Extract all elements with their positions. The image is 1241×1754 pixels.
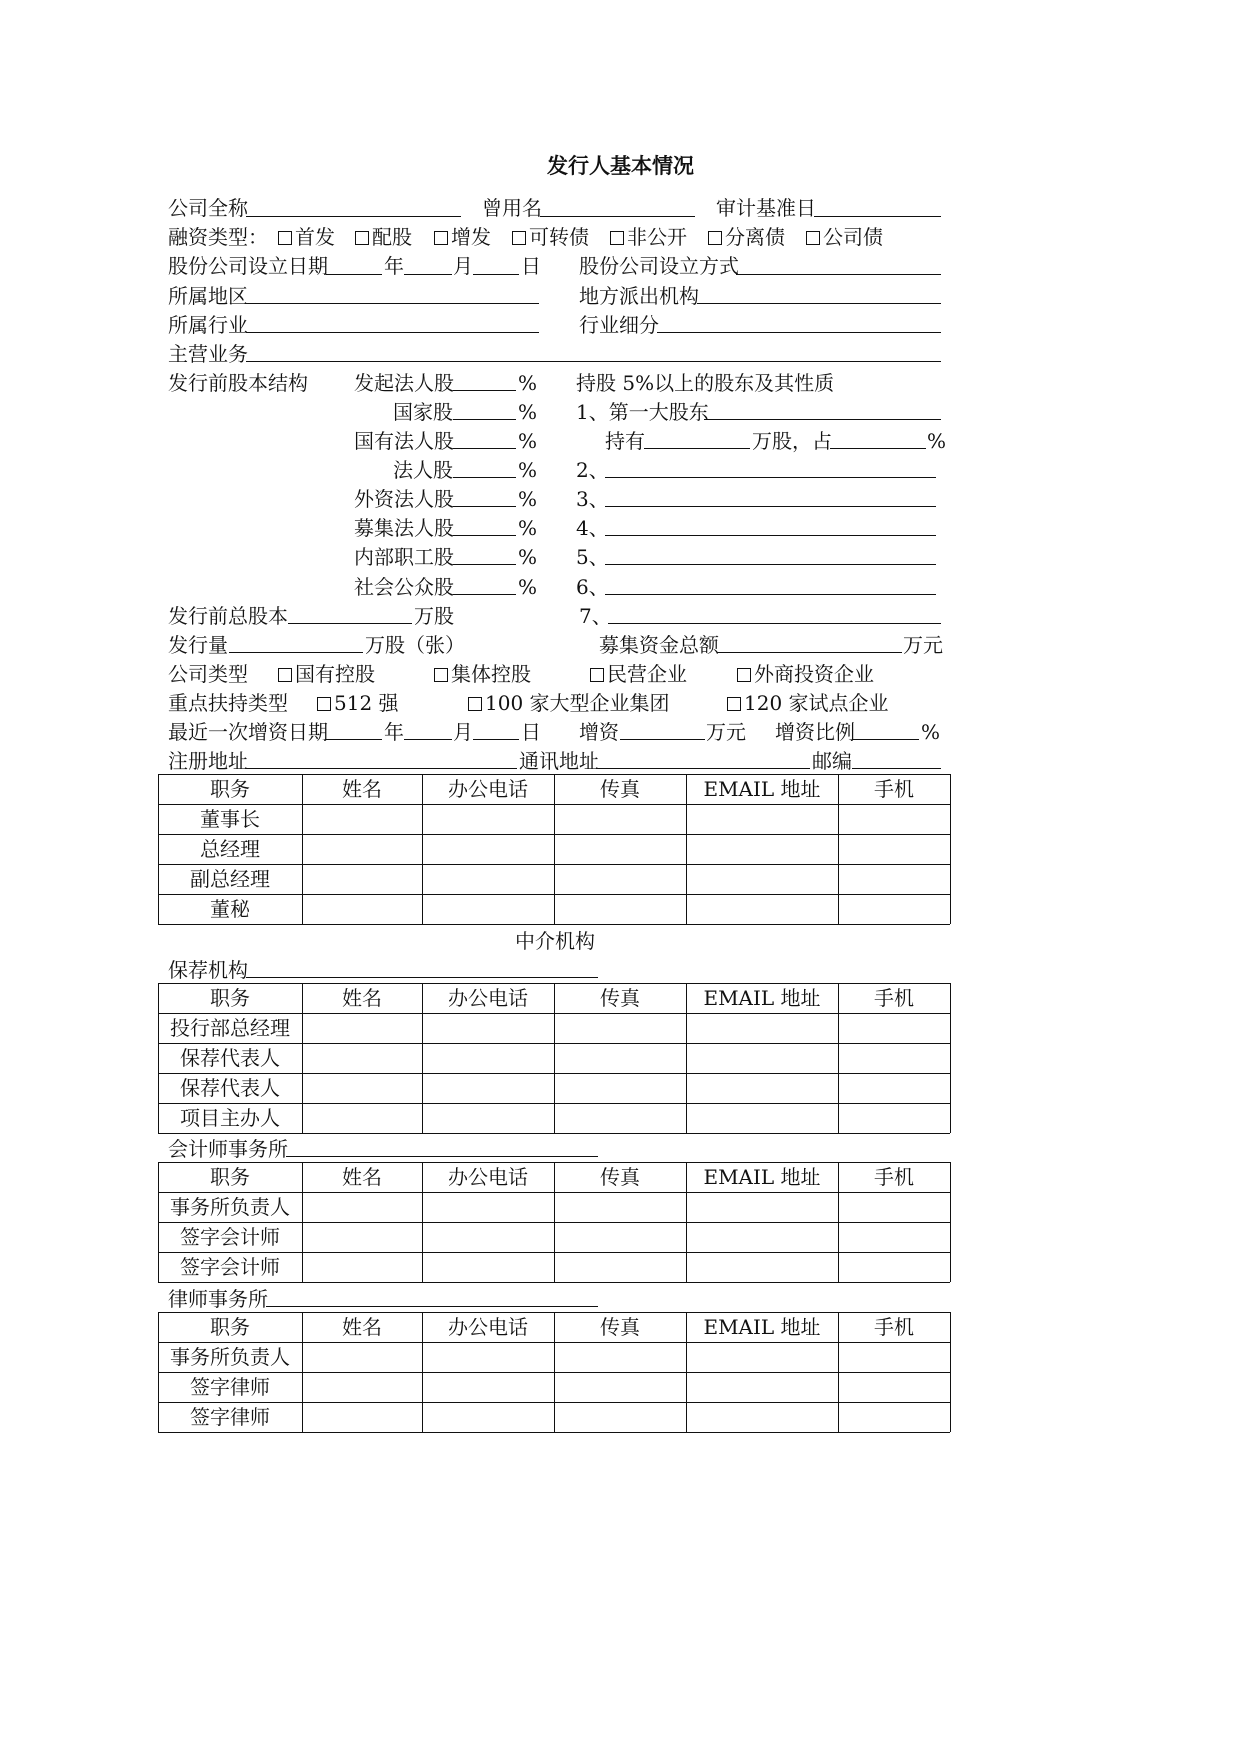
reg-address-field[interactable]: [246, 768, 517, 769]
table-cell[interactable]: [686, 1192, 838, 1222]
month-label: 月: [453, 254, 473, 278]
region-field[interactable]: [246, 303, 539, 304]
share-pct-field[interactable]: [453, 535, 516, 536]
holder1-field[interactable]: [704, 419, 941, 420]
holding-shares-field[interactable]: [644, 448, 750, 449]
share-type-label: 国有法人股: [354, 429, 454, 453]
financing-option-convertible[interactable]: 可转债: [512, 225, 589, 249]
raised-total-label: 募集资金总额: [599, 633, 719, 657]
pre-total-label: 发行前总股本: [168, 604, 288, 628]
accountant-label: 会计师事务所: [168, 1137, 288, 1161]
company-type-foreign[interactable]: 外商投资企业: [737, 662, 874, 686]
table-cell[interactable]: [554, 864, 686, 894]
row-header: 事务所负责人: [170, 1195, 290, 1219]
share-type-label: 国家股: [393, 400, 453, 424]
holder-num: 6、: [576, 575, 609, 599]
share-type-label: 发起法人股: [354, 371, 454, 395]
column-header: EMAIL 地址: [703, 986, 821, 1010]
wan-yuan-label: 万元: [706, 720, 746, 744]
table-cell[interactable]: [422, 864, 554, 894]
table-cell[interactable]: [686, 894, 838, 924]
share-pct-field[interactable]: [453, 448, 516, 449]
table-cell[interactable]: [554, 1013, 686, 1043]
share-pct-field[interactable]: [453, 477, 516, 478]
main-business-label: 主营业务: [168, 342, 248, 366]
checkbox-icon: [278, 668, 292, 682]
table-cell[interactable]: [838, 1222, 950, 1252]
table-cell[interactable]: [302, 1013, 422, 1043]
column-header: 办公电话: [448, 777, 528, 801]
increase-amount-field[interactable]: [620, 739, 705, 740]
support-100[interactable]: 100 家大型企业集团: [468, 691, 670, 715]
checkbox-icon: [806, 231, 820, 245]
table-cell[interactable]: [838, 1402, 950, 1432]
table-cell[interactable]: [302, 1252, 422, 1282]
table-rule: [158, 1133, 950, 1134]
table-cell[interactable]: [302, 1342, 422, 1372]
support-type-label: 重点扶持类型: [168, 691, 288, 715]
table-cell[interactable]: [302, 1222, 422, 1252]
mail-address-label: 通讯地址: [519, 749, 599, 773]
raised-total-field[interactable]: [717, 652, 902, 653]
table-cell[interactable]: [686, 834, 838, 864]
support-512[interactable]: 512 强: [317, 691, 399, 715]
share-pct-field[interactable]: [453, 564, 516, 565]
table-cell[interactable]: [302, 894, 422, 924]
last-increase-label: 最近一次增资日期: [168, 720, 328, 744]
table-cell[interactable]: [686, 1073, 838, 1103]
table-cell[interactable]: [422, 1402, 554, 1432]
row-header: 签字会计师: [180, 1225, 280, 1249]
holder-num: 4、: [576, 516, 609, 540]
year-label: 年: [384, 720, 404, 744]
support-120[interactable]: 120 家试点企业: [727, 691, 889, 715]
share-pct-field[interactable]: [453, 390, 516, 391]
holding-label: 持有: [605, 429, 645, 453]
financing-type-label: 融资类型：: [168, 225, 268, 249]
checkbox-icon: [512, 231, 526, 245]
industry-detail-label: 行业细分: [579, 313, 659, 337]
column-header: 传真: [600, 1165, 640, 1189]
table-rule: [158, 1282, 950, 1283]
postcode-field[interactable]: [852, 768, 941, 769]
month-label: 月: [453, 720, 473, 744]
table-rule: [158, 924, 950, 925]
table-cell[interactable]: [422, 1043, 554, 1073]
checkbox-icon: [610, 231, 624, 245]
column-header: 姓名: [342, 986, 382, 1010]
table-cell[interactable]: [302, 1103, 422, 1133]
column-header: 手机: [874, 1315, 914, 1339]
audit-base-date-label: 审计基准日: [716, 196, 816, 220]
audit-base-date-field[interactable]: [814, 216, 941, 217]
increase-ratio-field[interactable]: [853, 739, 919, 740]
table-cell[interactable]: [838, 1192, 950, 1222]
table-cell[interactable]: [554, 894, 686, 924]
column-header: EMAIL 地址: [703, 1315, 821, 1339]
column-header: 办公电话: [448, 1165, 528, 1189]
table-cell[interactable]: [686, 1222, 838, 1252]
table-cell[interactable]: [302, 1402, 422, 1432]
table-rule: [158, 1432, 950, 1433]
column-header: EMAIL 地址: [703, 1165, 821, 1189]
column-header: 传真: [600, 777, 640, 801]
column-header: 职务: [210, 986, 250, 1010]
row-header: 保荐代表人: [180, 1046, 280, 1070]
percent-sign: %: [518, 458, 538, 482]
table-cell[interactable]: [554, 1402, 686, 1432]
table-cell[interactable]: [302, 1073, 422, 1103]
est-method-label: 股份公司设立方式: [579, 254, 739, 278]
table-cell[interactable]: [686, 1402, 838, 1432]
column-header: 职务: [210, 1315, 250, 1339]
percent-sign: %: [927, 429, 947, 453]
table-cell[interactable]: [838, 1342, 950, 1372]
table-cell[interactable]: [422, 1103, 554, 1133]
row-header: 副总经理: [190, 867, 270, 891]
table-cell[interactable]: [302, 1043, 422, 1073]
est-month-field[interactable]: [404, 274, 452, 275]
row-header: 保荐代表人: [180, 1076, 280, 1100]
holder-field[interactable]: [605, 594, 936, 595]
table-cell[interactable]: [686, 1372, 838, 1402]
table-cell[interactable]: [838, 1073, 950, 1103]
table-cell[interactable]: [838, 834, 950, 864]
holder-field[interactable]: [605, 564, 936, 565]
table-rule: [950, 983, 951, 1133]
row-header: 董秘: [210, 897, 250, 921]
column-header: 手机: [874, 1165, 914, 1189]
region-label: 所属地区: [168, 284, 248, 308]
table-cell[interactable]: [554, 1372, 686, 1402]
row-header: 签字会计师: [180, 1255, 280, 1279]
est-method-field[interactable]: [736, 274, 941, 275]
lawyer-field[interactable]: [266, 1306, 598, 1307]
holder-num: 5、: [576, 545, 609, 569]
table-cell[interactable]: [302, 804, 422, 834]
lawyer-label: 律师事务所: [168, 1287, 268, 1311]
industry-field[interactable]: [246, 332, 539, 333]
table-rule: [950, 1312, 951, 1432]
table-cell[interactable]: [554, 1103, 686, 1133]
wan-yuan-label: 万元: [903, 633, 943, 657]
increase-ratio-label: 增资比例: [775, 720, 855, 744]
table-cell[interactable]: [422, 834, 554, 864]
table-cell[interactable]: [686, 1013, 838, 1043]
table-rule: [950, 1162, 951, 1282]
table-cell[interactable]: [302, 1192, 422, 1222]
reg-address-label: 注册地址: [168, 749, 248, 773]
wan-gu-zhang-label: 万股（张）: [365, 633, 465, 657]
table-cell[interactable]: [302, 864, 422, 894]
column-header: 手机: [874, 986, 914, 1010]
issue-amount-label: 发行量: [168, 633, 228, 657]
year-label: 年: [384, 254, 404, 278]
percent-sign: %: [518, 400, 538, 424]
row-header: 事务所负责人: [170, 1345, 290, 1369]
financing-option-corporate-bond[interactable]: 公司债: [806, 225, 883, 249]
former-name-label: 曾用名: [482, 196, 542, 220]
local-agency-label: 地方派出机构: [579, 284, 699, 308]
increase-year-field[interactable]: [326, 739, 382, 740]
table-cell[interactable]: [838, 864, 950, 894]
increase-label: 增资: [579, 720, 619, 744]
holder-num: 3、: [576, 487, 609, 511]
table-cell[interactable]: [554, 1073, 686, 1103]
percent-sign: %: [518, 487, 538, 511]
holders-title: 持股 5%以上的股东及其性质: [576, 371, 835, 395]
holder-field[interactable]: [605, 477, 936, 478]
checkbox-icon: [434, 231, 448, 245]
holder-num: 2、: [576, 458, 609, 482]
checkbox-icon: [708, 231, 722, 245]
share-pct-field[interactable]: [453, 419, 516, 420]
postcode-label: 邮编: [812, 749, 852, 773]
holding-pct-field[interactable]: [830, 448, 926, 449]
table-cell[interactable]: [686, 804, 838, 834]
table-cell[interactable]: [422, 1013, 554, 1043]
holder-field[interactable]: [605, 506, 936, 507]
table-cell[interactable]: [422, 1222, 554, 1252]
company-type-state[interactable]: 国有控股: [278, 662, 375, 686]
company-type-label: 公司类型: [168, 662, 248, 686]
day-label: 日: [521, 720, 541, 744]
percent-sign: %: [518, 575, 538, 599]
share-pct-field[interactable]: [453, 594, 516, 595]
checkbox-icon: [355, 231, 369, 245]
percent-sign: %: [518, 516, 538, 540]
financing-option-private[interactable]: 非公开: [610, 225, 687, 249]
table-cell[interactable]: [422, 1342, 554, 1372]
local-agency-field[interactable]: [697, 303, 941, 304]
table-cell[interactable]: [422, 1073, 554, 1103]
checkbox-icon: [434, 668, 448, 682]
share-type-label: 法人股: [393, 458, 453, 482]
company-type-private[interactable]: 民营企业: [590, 662, 687, 686]
share-pct-field[interactable]: [453, 506, 516, 507]
table-cell[interactable]: [554, 1222, 686, 1252]
column-header: 传真: [600, 1315, 640, 1339]
holder-field[interactable]: [605, 535, 936, 536]
table-cell[interactable]: [422, 1372, 554, 1402]
checkbox-icon: [317, 697, 331, 711]
checkbox-icon: [278, 231, 292, 245]
table-cell[interactable]: [686, 1252, 838, 1282]
share-type-label: 社会公众股: [354, 575, 454, 599]
sponsor-label: 保荐机构: [168, 958, 248, 982]
row-header: 投行部总经理: [170, 1016, 290, 1040]
day-label: 日: [521, 254, 541, 278]
table-cell[interactable]: [554, 1192, 686, 1222]
increase-month-field[interactable]: [404, 739, 452, 740]
column-header: 办公电话: [448, 1315, 528, 1339]
table-cell[interactable]: [686, 1342, 838, 1372]
table-cell[interactable]: [838, 1103, 950, 1133]
financing-option-ipo[interactable]: 首发: [278, 225, 335, 249]
table-cell[interactable]: [422, 1192, 554, 1222]
share-type-label: 外资法人股: [354, 487, 454, 511]
company-type-collective[interactable]: 集体控股: [434, 662, 531, 686]
financing-option-additional[interactable]: 增发: [434, 225, 491, 249]
former-name-field[interactable]: [540, 216, 695, 217]
increase-day-field[interactable]: [473, 739, 519, 740]
column-header: 姓名: [342, 1315, 382, 1339]
table-cell[interactable]: [422, 804, 554, 834]
company-full-name-label: 公司全称: [168, 196, 248, 220]
percent-sign: %: [518, 371, 538, 395]
table-cell[interactable]: [838, 1013, 950, 1043]
est-date-label: 股份公司设立日期: [168, 254, 328, 278]
table-cell[interactable]: [686, 1103, 838, 1133]
table-cell[interactable]: [554, 804, 686, 834]
share-type-label: 内部职工股: [354, 545, 454, 569]
table-cell[interactable]: [554, 1252, 686, 1282]
holder-field[interactable]: [608, 623, 941, 624]
table-cell[interactable]: [686, 1043, 838, 1073]
wan-gu-label: 万股: [414, 604, 454, 628]
row-header: 项目主办人: [180, 1106, 280, 1130]
financing-option-rights[interactable]: 配股: [355, 225, 412, 249]
row-header: 总经理: [200, 837, 260, 861]
column-header: EMAIL 地址: [703, 777, 821, 801]
issue-amount-field[interactable]: [229, 652, 363, 653]
main-business-field[interactable]: [246, 361, 941, 362]
industry-label: 所属行业: [168, 313, 248, 337]
holder1-label: 1、第一大股东: [576, 400, 709, 424]
table-rule: [950, 774, 951, 924]
column-header: 办公电话: [448, 986, 528, 1010]
table-cell[interactable]: [302, 834, 422, 864]
checkbox-icon: [468, 697, 482, 711]
table-cell[interactable]: [422, 1252, 554, 1282]
table-cell[interactable]: [554, 1342, 686, 1372]
row-header: 董事长: [200, 807, 260, 831]
table-cell[interactable]: [422, 894, 554, 924]
checkbox-icon: [727, 697, 741, 711]
column-header: 姓名: [342, 777, 382, 801]
financing-option-separable[interactable]: 分离债: [708, 225, 785, 249]
company-full-name-field[interactable]: [246, 216, 461, 217]
table-cell[interactable]: [302, 1372, 422, 1402]
page-title: 发行人基本情况: [547, 153, 694, 178]
pre-structure-label: 发行前股本结构: [168, 371, 308, 395]
table-cell[interactable]: [838, 1043, 950, 1073]
checkbox-icon: [590, 668, 604, 682]
row-header: 签字律师: [190, 1405, 270, 1429]
est-year-field[interactable]: [326, 274, 382, 275]
table-cell[interactable]: [838, 894, 950, 924]
column-header: 职务: [210, 1165, 250, 1189]
row-header: 签字律师: [190, 1375, 270, 1399]
mail-address-field[interactable]: [597, 768, 810, 769]
table-cell[interactable]: [554, 1043, 686, 1073]
intermediary-title: 中介机构: [515, 929, 595, 953]
est-day-field[interactable]: [473, 274, 519, 275]
table-cell[interactable]: [554, 834, 686, 864]
holder-num: 7、: [579, 604, 612, 628]
percent-sign: %: [518, 545, 538, 569]
column-header: 传真: [600, 986, 640, 1010]
industry-detail-field[interactable]: [657, 332, 941, 333]
percent-sign: %: [921, 720, 941, 744]
table-cell[interactable]: [838, 1372, 950, 1402]
share-type-label: 募集法人股: [354, 516, 454, 540]
percent-sign: %: [518, 429, 538, 453]
column-header: 姓名: [342, 1165, 382, 1189]
column-header: 职务: [210, 777, 250, 801]
sponsor-field[interactable]: [246, 977, 598, 978]
column-header: 手机: [874, 777, 914, 801]
pre-total-field[interactable]: [288, 623, 412, 624]
checkbox-icon: [737, 668, 751, 682]
accountant-field[interactable]: [286, 1156, 598, 1157]
table-cell[interactable]: [838, 1252, 950, 1282]
table-cell[interactable]: [686, 864, 838, 894]
table-cell[interactable]: [838, 804, 950, 834]
wan-gu-zhan-label: 万股，占: [752, 429, 832, 453]
